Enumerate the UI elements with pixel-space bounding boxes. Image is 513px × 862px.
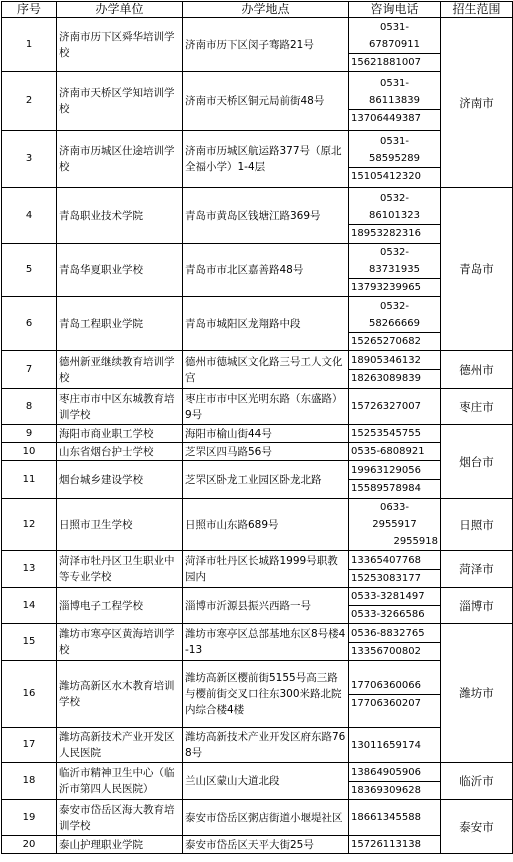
- school-name: 青岛华夏职业学校: [57, 244, 183, 297]
- school-address: 青岛市市北区嘉善路48号: [183, 244, 349, 297]
- row-number: 13: [2, 551, 57, 588]
- row-number: 5: [2, 244, 57, 297]
- phone-number: 17706360066: [351, 679, 421, 691]
- row-number: 20: [2, 836, 57, 854]
- phone-cell: [349, 188, 441, 244]
- region-cell: 淄博市: [441, 588, 513, 624]
- school-name: 日照市卫生学校: [57, 499, 183, 551]
- phone-group: [349, 75, 440, 109]
- school-address: 泰安市岱岳区天平大街25号: [183, 836, 349, 854]
- school-name: 济南市天桥区学知培训学校: [57, 72, 183, 131]
- phone-number: 19963129056: [351, 465, 421, 476]
- region-cell: 菏泽市: [441, 551, 513, 588]
- row-number: 2: [2, 72, 57, 131]
- school-table: [1, 1, 513, 854]
- region-cell: 潍坊市: [441, 624, 513, 763]
- school-address: 济南市历城区航运路377号（原北全福小学）1-4层: [183, 131, 349, 188]
- school-address: 菏泽市牡丹区长城路1999号职教园内: [183, 551, 349, 588]
- phone-number: 0532-: [379, 247, 410, 258]
- phone-group: [349, 588, 440, 605]
- phone-cell: [349, 389, 441, 425]
- row-number: 15: [2, 624, 57, 661]
- school-address: 兰山区蒙山大道北段: [183, 763, 349, 800]
- phone-cell: [349, 499, 441, 551]
- phone-number: 86101323: [369, 209, 420, 221]
- school-name: 潍坊高新技术产业开发区人民医院: [57, 728, 183, 763]
- phone-number: 13864905906: [351, 766, 421, 778]
- phone-number: 15726113138: [351, 839, 421, 850]
- school-name: 青岛职业技术学院: [57, 188, 183, 244]
- row-number: 6: [2, 297, 57, 351]
- phone-group: [349, 499, 440, 550]
- phone-cell: [349, 551, 441, 588]
- row-number: 14: [2, 588, 57, 624]
- phone-number: 13706449387: [351, 113, 421, 124]
- phone-group: [349, 298, 440, 332]
- table-row: [2, 461, 513, 499]
- school-address: 潍坊高新区樱前街5155号高三路与樱前街交叉口往东300米路北院内综合楼4楼: [183, 661, 349, 728]
- phone-group: [349, 625, 440, 642]
- phone-group: [349, 19, 440, 53]
- phone-cell: [349, 72, 441, 131]
- phone-group: [349, 605, 440, 623]
- phone-number: 17706360207: [351, 697, 421, 709]
- school-address: 淄博市沂源县振兴西路一号: [183, 588, 349, 624]
- table-row: [2, 18, 513, 72]
- school-name: 潍坊市寒亭区黄海培训学校: [57, 624, 183, 661]
- row-number: 9: [2, 425, 57, 443]
- phone-number: 86113839: [369, 95, 420, 106]
- phone-number: 2955917: [372, 519, 417, 530]
- phone-group: [349, 809, 440, 826]
- phone-number: 18661345588: [351, 812, 421, 823]
- row-number: 7: [2, 351, 57, 389]
- row-number: 8: [2, 389, 57, 425]
- header-address: 办学地点: [183, 2, 349, 18]
- school-address: 济南市历下区闵子骞路21号: [183, 18, 349, 72]
- phone-number: 0531-: [379, 136, 410, 147]
- phone-group: [349, 352, 440, 369]
- phone-group: [349, 443, 440, 460]
- phone-group: [349, 133, 440, 167]
- region-cell: 青岛市: [441, 188, 513, 351]
- school-name: 潍坊高新区水木教育培训学校: [57, 661, 183, 728]
- phone-group: [349, 479, 440, 497]
- phone-number: 0532-: [379, 300, 410, 312]
- phone-cell: [349, 836, 441, 854]
- school-address: 德州市德城区文化路三号工人文化宫: [183, 351, 349, 389]
- phone-number: 2955918: [393, 536, 438, 547]
- table-row: [2, 443, 513, 461]
- school-address: 济南市天桥区铜元局前街48号: [183, 72, 349, 131]
- school-name: 枣庄市市中区东城教育培训学校: [57, 389, 183, 425]
- school-name: 济南市历城区仕途培训学校: [57, 131, 183, 188]
- phone-number: 67870911: [369, 38, 420, 50]
- phone-number: 13011659174: [351, 739, 421, 751]
- phone-group: [349, 53, 440, 71]
- table-row: [2, 244, 513, 297]
- phone-group: [349, 190, 440, 224]
- phone-number: 58595289: [369, 153, 420, 164]
- phone-number: 13365407768: [351, 554, 421, 566]
- region-cell: 临沂市: [441, 763, 513, 800]
- header-row: [2, 2, 513, 18]
- phone-number: 15265270682: [351, 335, 421, 347]
- phone-number: 83731935: [369, 264, 420, 275]
- phone-group: [349, 224, 440, 242]
- phone-number: 18263089839: [351, 373, 421, 384]
- phone-cell: [349, 728, 441, 763]
- phone-group: [349, 398, 440, 415]
- school-name: 淄博电子工程学校: [57, 588, 183, 624]
- region-cell: 烟台市: [441, 425, 513, 499]
- phone-group: [349, 642, 440, 660]
- table-row: [2, 763, 513, 800]
- school-name: 泰山护理职业学院: [57, 836, 183, 854]
- row-number: 3: [2, 131, 57, 188]
- phone-number: 13356700802: [351, 645, 421, 657]
- school-address: 潍坊高新技术产业开发区府东路768号: [183, 728, 349, 763]
- phone-number: 0633-: [379, 502, 410, 513]
- school-address: 芝罘区卧龙工业园区卧龙北路: [183, 461, 349, 499]
- region-cell: 日照市: [441, 499, 513, 551]
- table-row: [2, 836, 513, 854]
- phone-number: 18905346132: [351, 355, 421, 366]
- phone-cell: [349, 131, 441, 188]
- row-number: 17: [2, 728, 57, 763]
- school-name: 山东省烟台护士学校: [57, 443, 183, 461]
- school-name: 烟台城乡建设学校: [57, 461, 183, 499]
- phone-group: [349, 781, 440, 799]
- school-address: 泰安市岱岳区粥店街道小堰堤社区: [183, 800, 349, 836]
- phone-number: 15253545755: [351, 428, 421, 439]
- phone-number: 0533-3266586: [351, 609, 425, 620]
- school-name: 菏泽市牡丹区卫生职业中等专业学校: [57, 551, 183, 588]
- table-row: [2, 131, 513, 188]
- region-cell: 泰安市: [441, 800, 513, 854]
- phone-cell: [349, 425, 441, 443]
- phone-group: [349, 109, 440, 127]
- region-cell: 德州市: [441, 351, 513, 389]
- phone-number: 18369309628: [351, 784, 421, 796]
- table-row: [2, 425, 513, 443]
- school-address: 日照市山东路689号: [183, 499, 349, 551]
- phone-number: 18953282316: [351, 227, 421, 239]
- row-number: 18: [2, 763, 57, 800]
- phone-cell: [349, 763, 441, 800]
- school-address: 枣庄市市中区光明东路（东盛路）9号: [183, 389, 349, 425]
- table-row: [2, 551, 513, 588]
- table-row: [2, 624, 513, 661]
- phone-number: 0531-: [379, 21, 410, 33]
- phone-cell: [349, 624, 441, 661]
- phone-number: 0535-6808921: [351, 446, 425, 457]
- phone-cell: [349, 800, 441, 836]
- row-number: 4: [2, 188, 57, 244]
- phone-number: 58266669: [369, 317, 420, 329]
- school-address: 青岛市城阳区龙翔路中段: [183, 297, 349, 351]
- phone-number: 0532-: [379, 192, 410, 204]
- school-address: 芝罘区四马路56号: [183, 443, 349, 461]
- row-number: 11: [2, 461, 57, 499]
- header-unit: 办学单位: [57, 2, 183, 18]
- table-row: [2, 389, 513, 425]
- phone-cell: [349, 461, 441, 499]
- school-address: 青岛市黄岛区钱塘江路369号: [183, 188, 349, 244]
- phone-cell: [349, 18, 441, 72]
- phone-group: [349, 764, 440, 781]
- school-name: 海阳市商业职工学校: [57, 425, 183, 443]
- phone-cell: [349, 351, 441, 389]
- header-phone: 咨询电话: [349, 2, 441, 18]
- phone-cell: [349, 443, 441, 461]
- phone-group: [349, 332, 440, 350]
- phone-number: 0531-: [379, 78, 410, 89]
- phone-number: 15589578984: [351, 483, 421, 494]
- phone-cell: [349, 588, 441, 624]
- header-region: 招生范围: [441, 2, 513, 18]
- phone-cell: [349, 244, 441, 297]
- phone-group: [349, 552, 440, 569]
- region-cell: 枣庄市: [441, 389, 513, 425]
- table-row: [2, 351, 513, 389]
- phone-number: 15621881007: [351, 56, 421, 68]
- phone-number: 15105412320: [351, 171, 421, 182]
- table-row: [2, 588, 513, 624]
- table-row: [2, 728, 513, 763]
- phone-number: 15726327007: [351, 401, 421, 412]
- table-row: [2, 72, 513, 131]
- phone-group: [349, 425, 440, 442]
- school-name: 临沂市精神卫生中心（临沂市第四人民医院）: [57, 763, 183, 800]
- phone-group: [349, 694, 440, 712]
- phone-group: [349, 278, 440, 296]
- table-row: [2, 188, 513, 244]
- phone-number: 13793239965: [351, 282, 421, 293]
- phone-group: [349, 836, 440, 853]
- phone-group: [349, 677, 440, 694]
- school-name: 青岛工程职业学院: [57, 297, 183, 351]
- region-cell: 济南市: [441, 18, 513, 188]
- phone-group: [349, 167, 440, 185]
- table-row: [2, 661, 513, 728]
- phone-cell: [349, 297, 441, 351]
- phone-group: [349, 244, 440, 278]
- row-number: 19: [2, 800, 57, 836]
- phone-group: [349, 569, 440, 587]
- phone-group: [349, 737, 440, 754]
- table-row: [2, 499, 513, 551]
- row-number: 1: [2, 18, 57, 72]
- phone-group: [349, 369, 440, 387]
- phone-number: 15253083177: [351, 572, 421, 584]
- table-row: [2, 800, 513, 836]
- school-address: 海阳市榆山街44号: [183, 425, 349, 443]
- row-number: 10: [2, 443, 57, 461]
- phone-number: 0533-3281497: [351, 591, 425, 602]
- table-body: [2, 18, 513, 854]
- table-row: [2, 297, 513, 351]
- header-no: 序号: [2, 2, 57, 18]
- phone-group: [349, 462, 440, 479]
- school-address: 潍坊市寒亭区总部基地东区8号楼4-13: [183, 624, 349, 661]
- school-name: 泰安市岱岳区海大教育培训学校: [57, 800, 183, 836]
- row-number: 12: [2, 499, 57, 551]
- row-number: 16: [2, 661, 57, 728]
- school-name: 济南市历下区舜华培训学校: [57, 18, 183, 72]
- school-name: 德州新亚继续教育培训学校: [57, 351, 183, 389]
- phone-number: 0536-8832765: [351, 627, 425, 639]
- phone-cell: [349, 661, 441, 728]
